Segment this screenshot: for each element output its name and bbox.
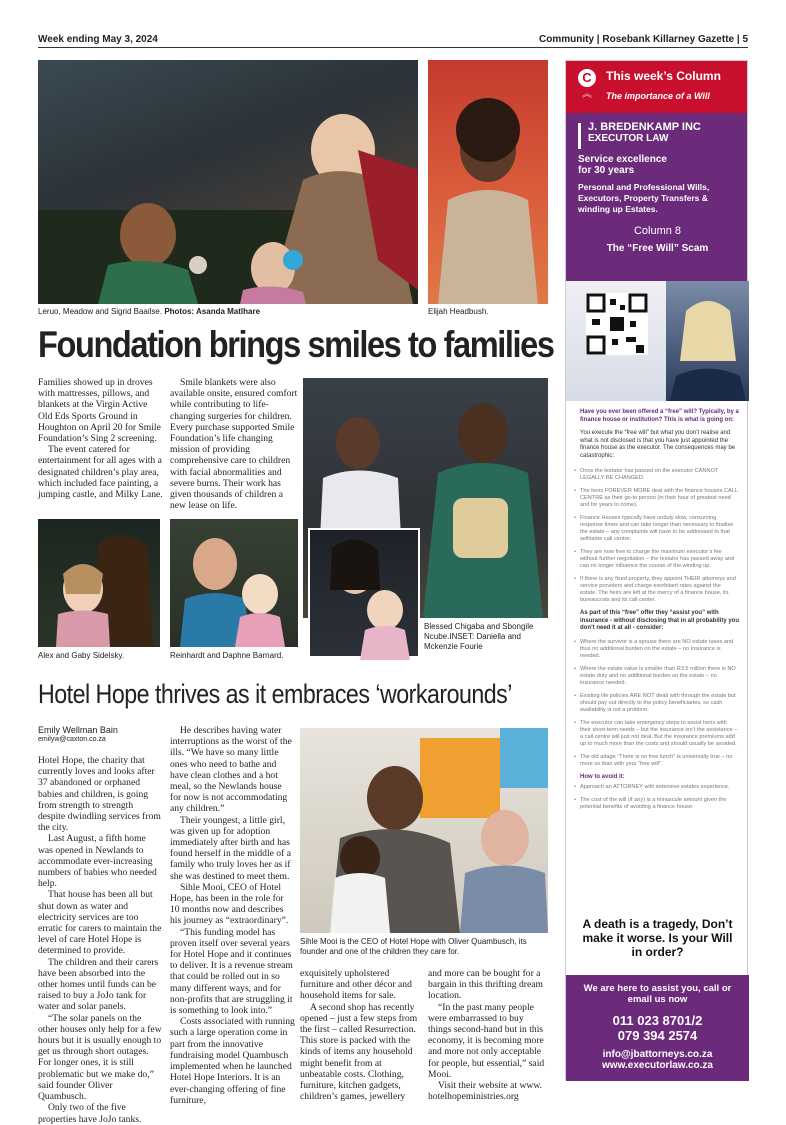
article2-col1: [38, 755, 162, 1125]
article2-col2: [170, 725, 295, 1106]
chevron-up-icon: ︽: [582, 89, 592, 100]
page-header: [38, 32, 748, 48]
ad-intro: You execute the “free will” but what you don’t realise and what is not disclosed is that you have just appointed the finance house as the executor. The consequences may be catastrophic:: [580, 430, 735, 459]
firm-subtitle: EXECUTOR LAW: [588, 133, 669, 144]
photo-elijah-illustration: [428, 60, 548, 304]
paragraph: “This funding model has proven itself over several years for Hotel Hope and it continues to deliver. It is a revenue stream that could be rolled out in so many different ways, and for non-profits that are struggling it is something to look into.”: [170, 926, 293, 1017]
tragedy-text: A death is a tragedy, Don’t make it worse. Is your Will in order?: [582, 917, 733, 959]
qr-panel: [566, 281, 747, 401]
column-number: Column 8: [633, 225, 682, 237]
photo-elijah: [428, 60, 548, 304]
paragraph: Sihle Mooi, CEO of Hotel Hope, has been in the role for 10 months now and describes his journey as “extraordinary”.: [170, 881, 289, 927]
article1-headline: Foundation brings smiles to families: [38, 324, 554, 365]
ad-bullet: • The executor can take emergency steps to assist heirs with their short-term needs – but the insurance isn’t the assistance – a call centre will just not deal. But the insurance premiums add up to much more than the costs and should usually be avoided.: [580, 720, 739, 748]
article1-col2: [170, 377, 298, 511]
photo-alex-illustration: [38, 519, 160, 647]
article2-col3: [300, 968, 422, 1102]
photo-hotel-hope: [300, 728, 548, 933]
contact-email[interactable]: info@jbattorneys.co.za: [602, 1049, 713, 1060]
byline-email: emilyw@caxton.co.za: [38, 736, 106, 743]
article2-col4: [428, 968, 548, 1102]
qr-code-icon: [586, 293, 648, 355]
photo-credit: Photos: Asanda Matlhare: [164, 307, 261, 316]
firm-name: J. BREDENKAMP INC: [588, 121, 701, 133]
portrait-illustration: [666, 281, 749, 401]
photo-inset-fourie: [308, 528, 420, 658]
photo-alex: [38, 519, 160, 647]
tragedy-block: [566, 917, 749, 959]
services-list: Personal and Professional Wills, Executors, Property Transfers & winding up Estates.: [578, 182, 710, 214]
photo-family-main-illustration: [38, 60, 418, 304]
photo-hotel-illustration: [300, 728, 548, 933]
byline: Emily Wellman Bain: [38, 725, 118, 735]
portrait-photo: [666, 281, 749, 401]
paragraph: Hotel Hope, the charity that currently loves and looks after 37 abandoned or orphaned babies and children, is going from strength to strength despite dwindling services from the city.: [38, 755, 161, 834]
article2-headline: Hotel Hope thrives as it embraces ‘workarounds’: [38, 679, 512, 709]
section-label: Community | Rosebank Killarney Gazette | 5: [539, 34, 748, 45]
contact-help: We are here to assist you, call or email us now: [583, 983, 732, 1005]
phone-2[interactable]: 079 394 2574: [617, 1028, 698, 1043]
contact-panel: [566, 975, 749, 1081]
paragraph: “The solar panels on the other houses only help for a few hours but it is usually enough to get us through short outages. For longer ones, it is still problematic but we make do,” said founder Oliver Quambusch.: [38, 1012, 162, 1103]
logo-icon: C: [578, 69, 596, 87]
scam-title: The “Free Will” Scam: [606, 243, 709, 254]
article1-col1: [38, 377, 163, 500]
paragraph: The children and their carers have been absorbed into the other homes until funds can be raised to buy a JoJo tank for water and solar panels.: [38, 956, 159, 1013]
caption-blessed: Blessed Chigaba and Sbongile Ncube.INSET: Daniella and Mckenzie Fourie: [424, 622, 534, 651]
service-line-1: Service excellence: [578, 154, 667, 165]
paragraph: Their youngest, a little girl, was given up for adoption immediately after birth and has found herself in the middle of a family who truly loves her as if she was destined to meet them.: [170, 814, 291, 882]
ad-part: As part of this “free” offer they “assist you” with insurance - without disclosing that in all probability you don’t need it at all - consider:: [580, 610, 740, 631]
ad-column-banner: [566, 61, 747, 113]
column-title: This week’s Column: [606, 69, 721, 83]
ad-bullet: • Where the survivor is a spouse there are NO estate taxes and thus no additional burden on the estate – no insurance is needed.: [580, 639, 739, 660]
advert-column: [565, 60, 748, 1080]
paragraph: The event catered for entertainment for all ages with a designated children’s play area, which included face painting, a jumping castle, and Milky Lane.: [38, 444, 163, 501]
paragraph: He describes having water interruptions as the worst of the ills. “We have so many little ones who need to bathe and have clean clothes and a hot meal, so the Newlands house for now is not accommodating any children.”: [170, 725, 292, 815]
service-line-2: for 30 years: [578, 165, 635, 176]
divider: [578, 123, 581, 149]
paragraph: A second shop has recently opened – just a few steps from the first – called Resurrection. This store is packed with the kinds of items any household might benefit from at unbeatable costs. Clothing, furniture, kitchen gadgets, children’s games, jewellery: [300, 1001, 418, 1103]
paragraph: Only two of the five properties have JoJo tanks.: [38, 1102, 142, 1125]
caption-top-right: Elijah Headbush.: [428, 307, 489, 316]
ad-bullet: • Approach an ATTORNEY with extensive estates experience.: [580, 784, 739, 791]
contact-website[interactable]: www.executorlaw.co.za: [602, 1060, 713, 1071]
caption-hotel: Sihle Mooi is the CEO of Hotel Hope with Oliver Quambusch, its founder and one of the children they care for.: [300, 937, 527, 956]
paragraph: “In the past many people were embarrassed to buy things second-hand but in this economy, it is becoming more and more not only acceptable for people, but essential,” said Mooi.: [428, 1001, 545, 1080]
phone-1[interactable]: 011 023 8701/2: [612, 1013, 703, 1028]
paragraph: Last August, a fifth home was opened in Newlands to accommodate ever-increasing numbers of babies who needed help.: [38, 833, 157, 890]
caption-reinhardt: Reinhardt and Daphne Barnard.: [170, 651, 284, 660]
caption-alex: Alex and Gaby Sidelsky.: [38, 651, 125, 660]
paragraph: Smile blankets were also available onsite, ensured comfort while contributing to life-changing surgeries for children. Every purchase supported Smile Foundation’s life changing mission of providing comprehensive care to children with facial abnormalities and severe burns. Their work has given thousands of children a new lease on life.: [170, 377, 298, 512]
issue-date: Week ending May 3, 2024: [38, 34, 158, 45]
ad-bullet: • Where the estate value is smaller than R3.5 million there is NO estate duty and no additional burden on the estate – no insurance needed.: [580, 666, 739, 687]
paragraph: That house has been all but shut down as water and electricity services are too erratic for carers to maintain the level of care Hotel Hope is determined to provide.: [38, 889, 162, 957]
ad-bullet: • The cost of the will (if any) is a minuscule amount given the potential benefits of avoiding a finance house.: [580, 797, 739, 811]
paragraph: Families showed up in droves with mattresses, pillows, and blankets at the Virgin Active Old Eds Sports Ground in Houghton on April 20 for Smile Foundation’s Sing 2 screening.: [38, 377, 161, 445]
photo-inset-illustration: [310, 530, 422, 660]
firm-panel: [566, 113, 747, 281]
ad-how: How to avoid it:: [580, 773, 625, 780]
ad-bullet: • Existing life policies ARE NOT dealt with through the estate but should pay out directly to the policy beneficiaries, so cash availability is not a problem.: [580, 693, 739, 714]
paragraph: exquisitely upholstered furniture and other décor and household items for sale.: [300, 968, 412, 1002]
photo-family-main: [38, 60, 418, 304]
paragraph: and more can be bought for a bargain in this thrifting dream location.: [428, 968, 543, 1002]
photo-reinhardt-illustration: [170, 519, 298, 647]
photo-reinhardt: [170, 519, 298, 647]
column-subtitle: The importance of a Will: [606, 91, 710, 101]
caption-top-main: [38, 307, 418, 317]
ad-bullet: • The heirs FOREVER MORE deal with the finance houses CALL CENTRE as their go-to person (in their hour of greatest need and for years to come).: [580, 488, 739, 509]
ad-bullet: • They are now free to charge the maximum executor’s fee without further negotiation – the testator has passed away and can no longer influence the course of the winding up.: [580, 549, 739, 570]
ad-bullet: • If there is any fixed property, they appoint THEIR attorneys and service providers and charge exorbitant rates against the estate. The heirs are left at the mercy of a finance house, its bureaucrats and its call center.: [580, 576, 739, 604]
paragraph: Visit their website at www. hotelhopeministries.org: [428, 1080, 543, 1103]
caption-names: Leruo, Meadow and Sigrid Baailse.: [38, 307, 163, 316]
ad-bullet: • Finance Houses typically have unduly slow, consuming response times and can take longer than necessary to finalise the estate – any complaints will have to be addressed to that selfsame call centre.: [580, 515, 739, 543]
ad-bullet: • Once the testator has passed on the executor CANNOT LEGALLY BE CHANGED.: [580, 468, 739, 482]
paragraph: Costs associated with running such a large operation come in part from the innovative fundraising model Quambusch implemented when he launched Hotel Hope Interiors. It is an ever-changing offering of fine furniture,: [170, 1016, 295, 1106]
ad-question: Have you ever been offered a “free” will? Typically, by a finance house or institution? This is what is going on:: [580, 409, 739, 423]
ad-bullet: • The old adage “There is no free lunch” is universally true – no more so than with your “free will”.: [580, 754, 739, 768]
